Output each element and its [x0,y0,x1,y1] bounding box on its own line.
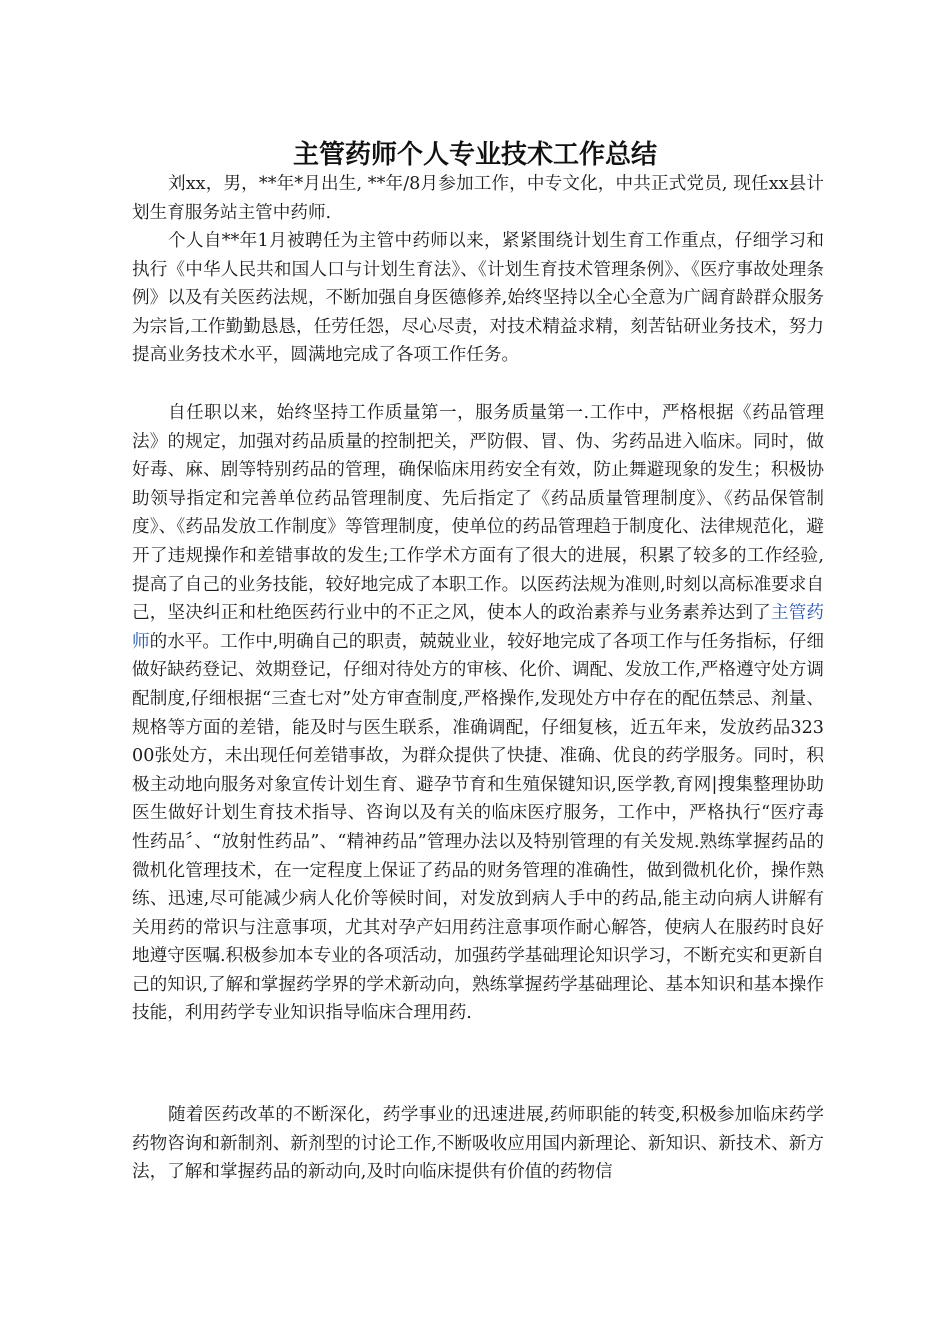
paragraph-text-before-link: 自任职以来，始终坚持工作质量第一，服务质量第一.工作中，严格根据《药品管理法》的规定，加强对药品质量的控制把关，严防假、冒、伪、劣药品进入临床。同时，做好毒、麻、剧等特别药品的管理，确保临床用药安全有效，防止舞避现象的发生；积极协助领导指定和完善单位药品管理制度、先后指定了《药品质量管理制度》、《药品保管制度》、《药品发放工作制度》等管理制度，使单位的药品管理趋于制度化、法律规范化，避开了违规操作和差错事故的发生;工作学术方面有了很大的进展，积累了较多的工作经验,提高了自己的业务技能，较好地完成了本职工作。以医药法规为准则,时刻以高标准要求自己，坚决纠正和杜绝医药行业中的不正之风，使本人的政治素养与业务素养达到了 [132,403,824,624]
paragraph-reform: 随着医药改革的不断深化，药学事业的迅速进展,药师职能的转变,积极参加临床药学药物咨询和新制剂、新剂型的讨论工作,不断吸收应用国内新理论、新知识、新技术、新方法，了解和掌握药品的新动向,及时向临床提供有价值的药物信 [132,1105,824,1183]
paragraph-text-after-link: 的水平。工作中,明确自己的职责，兢兢业业，较好地完成了各项工作与任务指标，仔细做好缺药登记、效期登记，仔细对待处方的审核、化价、调配、发放工作,严格遵守处方调配制度,仔细根据“三查七对”处方审查制度,严格操作,发现处方中存在的配伍禁忌、剂量、规格等方面的差错，能及时与医生联系，准确调配，仔细复核，近五年来，发放药品32300张处方，未出现任何差错事故，为群众提供了快捷、准确、优良的药学服务。同时，积极主动地向服务对象宣传计划生育、避孕节育和生殖保键知识,医学教,育网|搜集整理协助医生做好计划生育技术指导、咨询以及有关的临床医疗服务，工作中，严格执行“医疗毒性药品〞、“放射性药品”、“精神药品”管理办法以及特别管理的有关发规.熟练掌握药品的微机化管理技术，在一定程度上保证了药品的财务管理的准确性，做到微机化价，操作熟练、迅速,尽可能减少病人化价等候时间，对发放到病人手中的药品,能主动向病人讲解有关用药的常识与注意事项，尤其对孕产妇用药注意事项作耐心解答，使病人在服药时良好地遵守医嘱.积极参加本专业的各项活动，加强药学基础理论知识学习，不断充实和更新自己的知识,了解和掌握药学界的学术新动向，熟练掌握药学基础理论、基本知识和基本操作技能，利用药学专业知识指导临床合理用药. [132,631,824,1024]
pharmacist-link[interactable]: 主管药师 [132,603,824,652]
document-title: 主管药师个人专业技术工作总结 [292,140,657,170]
paragraph-personal-info: 刘xx，男，**年*月出生, **年/8月参加工作，中专文化，中共正式党员, 现任xx县计划生育服务站主管中药师. [132,174,824,223]
paragraph-work-quality [132,399,824,1028]
paragraph-appointment: 个人自**年1月被聘任为主管中药师以来，紧紧围绕计划生育工作重点，仔细学习和执行《中华人民共和国人口与计划生育法》、《计划生育技术管理条例》、《医疗事故处理条例》以及有关医药法规，不断加强自身医德修养,始终坚持以全心全意为广阔育龄群众服务为宗旨,工作勤勤恳恳，任劳任怨，尽心尽责，对技术精益求精，刻苦钻研业务技术，努力提高业务技术水平，圆满地完成了各项工作任务。 [132,231,824,366]
